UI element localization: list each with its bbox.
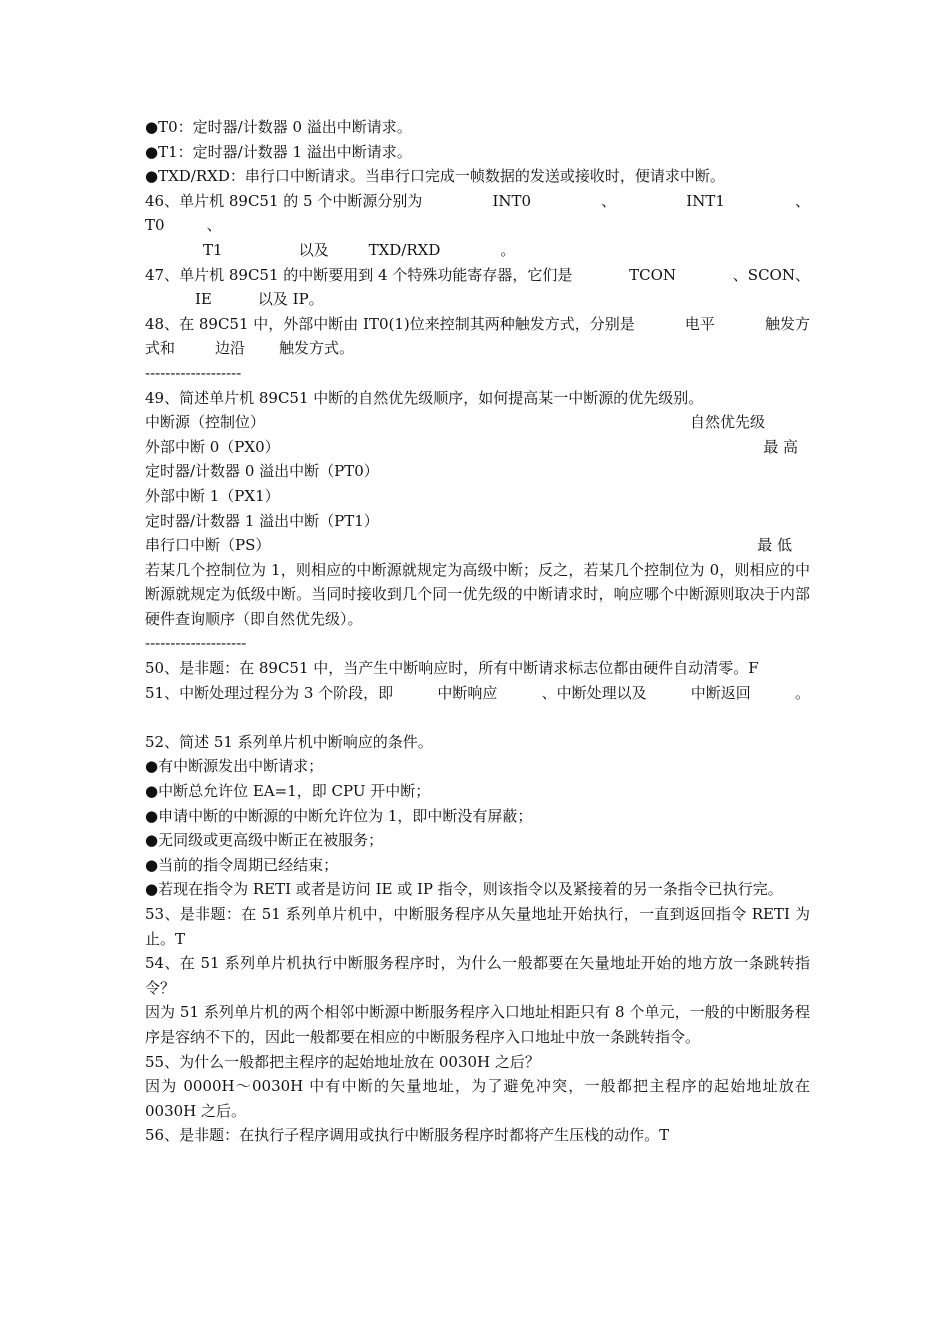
question-47-line-1: [145, 263, 810, 288]
priority-table-row: 外部中断 1（PX1）: [145, 486, 280, 505]
question-54: 54、在 51 系列单片机执行中断服务程序时，为什么一般都要在矢量地址开始的地方放一条跳转指令？: [145, 954, 810, 997]
table-cell-priority: 最 高: [763, 437, 798, 456]
priority-table-row: 定时器/计数器 1 溢出中断（PT1）: [145, 511, 379, 530]
q46-separator: 、: [206, 216, 222, 235]
table-cell-source: 串行口中断（PS）: [145, 536, 271, 555]
q51-answer-response: 中断响应: [437, 683, 498, 702]
answer-54: 因为 51 系列单片机的两个相邻中断源中断服务程序入口地址相距只有 8 个单元，一般的中断服务程序是容纳不下的，因此一般都要在相应的中断服务程序入口地址中放一条跳转指令。: [145, 1003, 810, 1046]
priority-table-header: [145, 410, 810, 435]
priority-table-row: [145, 533, 810, 558]
bullet-item: ●无同级或更高级中断正在被服务；: [145, 831, 384, 850]
q46-end: 。: [500, 240, 516, 259]
bullet-item: ●申请中断的中断源的中断允许位为 1，即中断没有屏蔽；: [145, 806, 533, 825]
table-header-source: 中断源（控制位）: [145, 413, 266, 432]
divider-dashes: --------------------: [145, 634, 247, 653]
bullet-item: ●当前的指令周期已经结束；: [145, 855, 339, 874]
question-46-line-2: [145, 213, 810, 238]
question-47-line-2: [145, 287, 810, 312]
table-cell-priority: 最 低: [757, 536, 792, 555]
question-50: 50、是非题：在 89C51 中，当产生中断响应时，所有中断请求标志位都由硬件自动清零。F: [145, 659, 759, 678]
q46-separator: 、: [601, 191, 617, 210]
q47-answer-tcon: TCON: [629, 265, 677, 284]
question-48-line-1: [145, 312, 810, 337]
q51-text: 、中断处理以及: [541, 683, 647, 702]
q47-answer-scon: 、SCON、: [732, 265, 810, 284]
text-line: ●TXD/RXD：串行口中断请求。当串行口完成一帧数据的发送或接收时，便请求中断。: [145, 167, 725, 186]
answer-49: 若某几个控制位为 1，则相应的中断源就规定为高级中断；反之，若某几个控制位为 0，则相应的中断源就规定为低级中断。当同时接收到几个同一优先级的中断请求时，响应哪个中断源则取决于内部硬件查询顺序（即自然优先级）。: [145, 560, 810, 628]
answer-55: 因为 0000H～0030H 中有中断的矢量地址，为了避免冲突，一般都把主程序的起始地址放在 0030H 之后。: [145, 1077, 810, 1120]
question-56: 56、是非题：在执行子程序调用或执行中断服务程序时都将产生压栈的动作。T: [145, 1126, 670, 1145]
bullet-item: ●若现在指令为 RETI 或者是访问 IE 或 IP 指令，则该指令以及紧接着的另一条指令已执行完。: [145, 880, 783, 899]
document-body: [145, 115, 810, 1148]
question-46-line-3: [145, 238, 810, 263]
question-48-line-2: [145, 336, 810, 361]
q46-answer-t0: T0: [145, 216, 165, 235]
q46-answer-t1: T1: [203, 240, 223, 259]
q51-answer-return: 中断返回: [690, 683, 751, 702]
q48-text: 式和: [145, 339, 176, 358]
text-line: ●T1：定时器/计数器 1 溢出中断请求。: [145, 142, 412, 161]
blank-line: [145, 705, 810, 730]
priority-table-row: [145, 435, 810, 460]
q46-text-and: 以及: [298, 240, 329, 259]
q51-text: 51、中断处理过程分为 3 个阶段，即: [145, 683, 394, 702]
q48-answer-level: 电平: [684, 314, 715, 333]
q48-text: 触发方: [764, 314, 810, 333]
divider-dashes: -------------------: [145, 363, 242, 382]
question-51: [145, 681, 810, 706]
table-cell-source: 外部中断 0（PX0）: [145, 437, 280, 456]
q46-answer-int1: INT1: [686, 191, 725, 210]
q47-text: 47、单片机 89C51 的中断要用到 4 个特殊功能寄存器，它们是: [145, 265, 573, 284]
text-line: ●T0：定时器/计数器 0 溢出中断请求。: [145, 118, 412, 136]
q46-text: 46、单片机 89C51 的 5 个中断源分别为: [145, 191, 423, 210]
question-49: 49、简述单片机 89C51 中断的自然优先级顺序，如何提高某一中断源的优先级别。: [145, 388, 704, 407]
question-53: 53、是非题：在 51 系列单片机中，中断服务程序从矢量地址开始执行，一直到返回指令 RETI 为止。T: [145, 905, 810, 948]
q47-answer-ie: IE: [195, 290, 212, 309]
q48-answer-edge: 边沿: [215, 339, 246, 358]
q46-answer-txd: TXD/RXD: [368, 240, 441, 259]
question-52: 52、简述 51 系列单片机中断响应的条件。: [145, 732, 433, 751]
question-55: 55、为什么一般都把主程序的起始地址放在 0030H 之后？: [145, 1052, 540, 1071]
table-header-priority: 自然优先级: [689, 413, 765, 432]
q46-answer-int0: INT0: [492, 191, 532, 210]
q51-end: 。: [794, 683, 810, 702]
bullet-item: ●中断总允许位 EA=1，即 CPU 开中断；: [145, 782, 431, 801]
q48-text: 48、在 89C51 中，外部中断由 IT0(1)位来控制其两种触发方式，分别是: [145, 314, 635, 333]
question-46-line-1: [145, 189, 810, 214]
q46-separator: 、: [794, 191, 810, 210]
priority-table-row: 定时器/计数器 0 溢出中断（PT0）: [145, 462, 379, 481]
q47-text-ip: 以及 IP。: [257, 290, 324, 309]
q48-text: 触发方式。: [279, 339, 355, 358]
bullet-item: ●有中断源发出中断请求；: [145, 757, 324, 776]
